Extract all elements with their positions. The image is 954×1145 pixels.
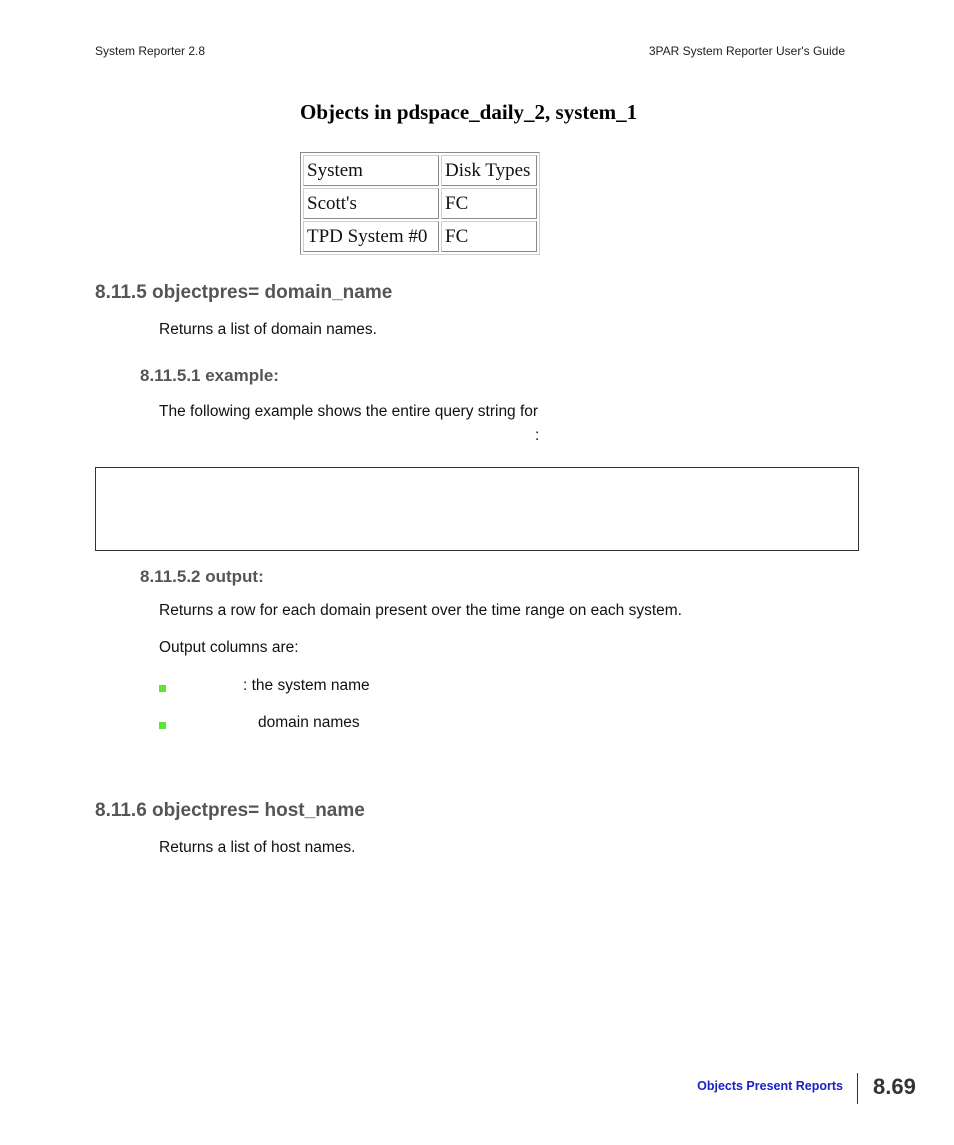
table-row (303, 188, 537, 219)
table-cell: Scott's (303, 188, 439, 219)
bullet-icon (159, 685, 166, 692)
section-description: Returns a list of domain names. (159, 321, 377, 338)
page-number: 8.69 (873, 1074, 916, 1099)
objects-table (300, 152, 540, 255)
table-cell: FC (441, 221, 537, 252)
running-header-left: System Reporter 2.8 (95, 44, 206, 58)
bullet-item-system: : the system name (243, 677, 370, 694)
example-text: The following example shows the entire query string for (159, 403, 539, 420)
section-heading-domain-name: 8.11.5 objectpres= domain_name (95, 282, 393, 303)
section-heading-host-name: 8.11.6 objectpres= host_name (95, 800, 365, 821)
subsection-heading-output: 8.11.5.2 output: (140, 567, 264, 586)
output-text: Returns a row for each domain present over the time range on each system. (159, 602, 682, 619)
code-example-box (95, 467, 859, 551)
table-cell: FC (441, 188, 537, 219)
figure-title: Objects in pdspace_daily_2, system_1 (300, 100, 638, 124)
footer-divider (857, 1073, 858, 1104)
table-header-row (303, 155, 537, 186)
section-description: Returns a list of host names. (159, 839, 356, 856)
bullet-icon (159, 722, 166, 729)
running-header-right: 3PAR System Reporter User's Guide (648, 44, 845, 58)
footer-section-label: Objects Present Reports (697, 1079, 843, 1093)
example-colon: : (535, 427, 540, 444)
table-cell: TPD System #0 (303, 221, 439, 252)
table-header-cell: System (303, 155, 439, 186)
subsection-heading-example: 8.11.5.1 example: (140, 366, 279, 385)
table-header-cell: Disk Types (441, 155, 537, 186)
bullet-item-domains: domain names (258, 714, 360, 731)
output-columns-label: Output columns are: (159, 639, 299, 656)
table-row (303, 221, 537, 252)
